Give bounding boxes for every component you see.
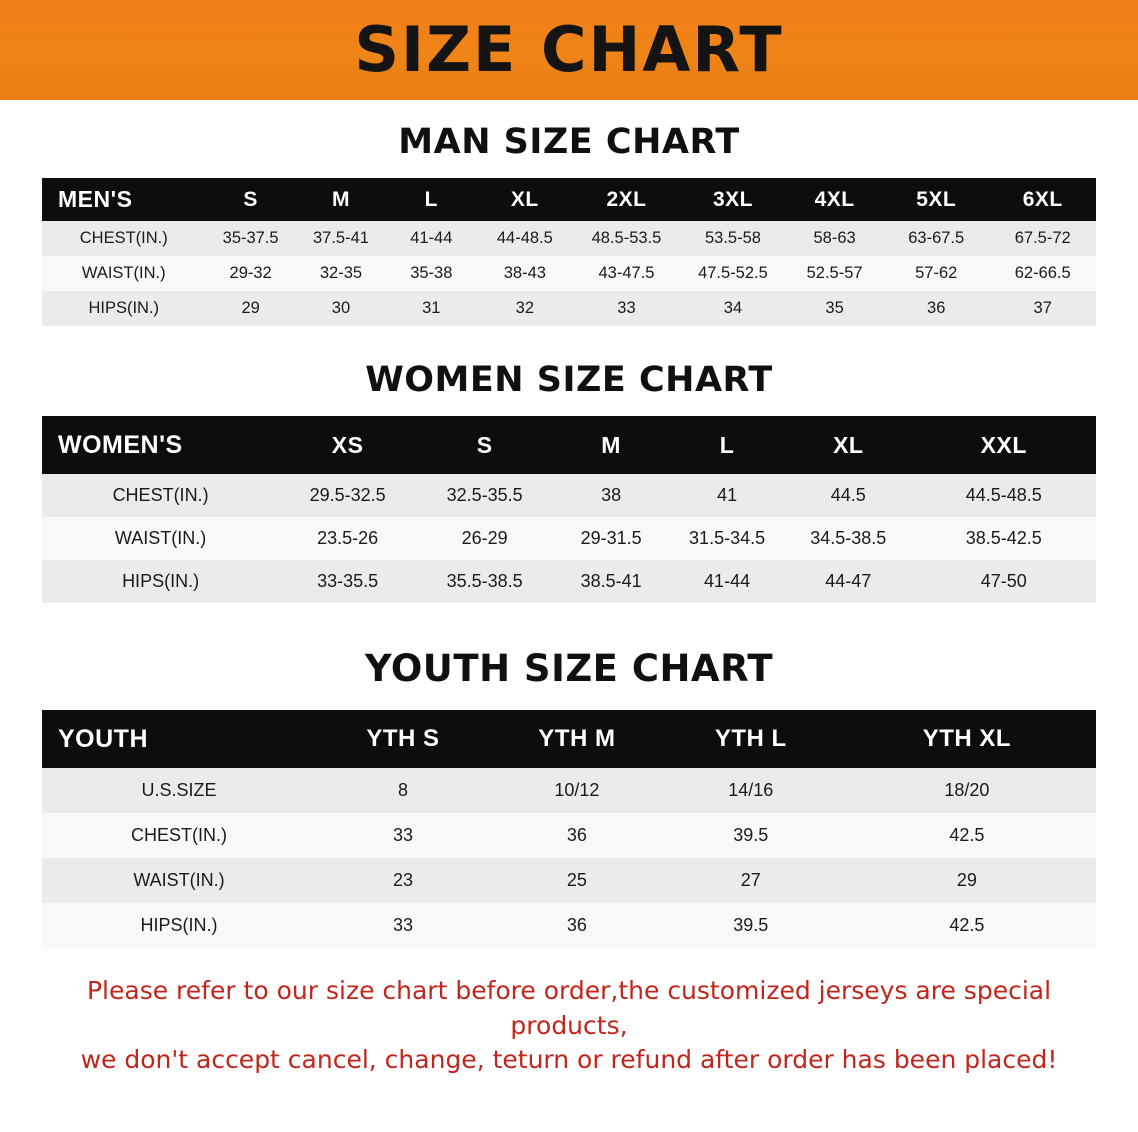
youth-header-label: YOUTH [58, 724, 148, 753]
man-size-table-wrapper [42, 178, 1096, 326]
women-header-size-m: M [601, 431, 621, 458]
youth-waist-l: 27 [740, 870, 761, 890]
man-waist-3xl: 47.5-52.5 [698, 264, 768, 282]
women-section-title: WOMEN SIZE CHART [365, 360, 773, 400]
man-waist-4xl: 52.5-57 [806, 264, 863, 282]
man-waist-l: 35-38 [410, 264, 453, 282]
youth-section-title: YOUTH SIZE CHART [364, 647, 774, 690]
table-row [42, 903, 1096, 948]
table-row [42, 256, 1096, 291]
man-row-label-hips: HIPS(IN.) [88, 299, 160, 317]
table-row [42, 560, 1096, 603]
women-header-size-xl: XL [833, 431, 864, 458]
disclaimer-line-1: Please refer to our size chart before order,the customized jerseys are special products, [86, 976, 1052, 1040]
youth-hips-l: 39.5 [733, 915, 769, 935]
women-chest-xl: 44.5 [830, 485, 866, 505]
table-row [42, 813, 1096, 858]
women-row-label-hips: HIPS(IN.) [122, 571, 200, 591]
women-header-size-l: L [719, 431, 735, 458]
women-chest-xxl: 44.5-48.5 [965, 485, 1042, 505]
man-header-size-4xl: 4XL [814, 187, 855, 211]
youth-chest-s: 33 [392, 825, 413, 845]
man-chest-xl: 44-48.5 [496, 229, 553, 247]
man-hips-m: 30 [331, 299, 351, 317]
man-header-size-l: L [424, 187, 438, 211]
youth-chest-m: 36 [566, 825, 587, 845]
women-chest-l: 41 [717, 485, 738, 505]
women-chest-s: 32.5-35.5 [446, 485, 523, 505]
youth-us-size-m: 10/12 [554, 780, 600, 800]
man-hips-xl: 32 [515, 299, 535, 317]
man-chest-3xl: 53.5-58 [704, 229, 761, 247]
women-waist-xl: 34.5-38.5 [810, 528, 887, 548]
youth-header-size-l: YTH L [714, 725, 787, 752]
women-row-label-waist: WAIST(IN.) [114, 528, 207, 548]
man-hips-s: 29 [241, 299, 260, 317]
table-row [42, 474, 1096, 517]
women-header-label: WOMEN'S [58, 430, 183, 459]
women-waist-xs: 23.5-26 [317, 528, 379, 548]
youth-row-label-waist: WAIST(IN.) [133, 870, 225, 890]
man-section-title: MAN SIZE CHART [398, 122, 740, 162]
man-hips-2xl: 33 [617, 299, 636, 317]
page-title: SIZE CHART [354, 13, 784, 86]
women-waist-s: 26-29 [461, 528, 508, 548]
table-row [42, 291, 1096, 326]
women-waist-l: 31.5-34.5 [689, 528, 766, 548]
man-hips-4xl: 35 [825, 299, 844, 317]
disclaimer-line-2: we don't accept cancel, change, teturn or refund after order has been placed! [80, 1045, 1058, 1074]
man-waist-xl: 38-43 [503, 264, 546, 282]
youth-row-label-chest: CHEST(IN.) [131, 825, 228, 845]
man-header-size-m: M [331, 187, 350, 211]
man-chest-s: 35-37.5 [222, 229, 279, 247]
man-waist-5xl: 57-62 [915, 264, 958, 282]
women-hips-l: 41-44 [704, 571, 751, 591]
man-row-label-waist: WAIST(IN.) [81, 264, 166, 282]
page-banner [0, 0, 1138, 100]
women-header-size-xs: XS [331, 431, 364, 458]
women-header-size-xxl: XXL [980, 431, 1027, 458]
women-hips-xs: 33-35.5 [317, 571, 379, 591]
youth-waist-m: 25 [566, 870, 587, 890]
women-waist-xxl: 38.5-42.5 [965, 528, 1042, 548]
youth-chest-l: 39.5 [733, 825, 769, 845]
man-header-label: MEN'S [58, 186, 133, 212]
man-waist-6xl: 62-66.5 [1014, 264, 1071, 282]
man-waist-2xl: 43-47.5 [598, 264, 655, 282]
man-waist-s: 29-32 [229, 264, 272, 282]
women-hips-xl: 44-47 [825, 571, 872, 591]
man-hips-l: 31 [422, 299, 441, 317]
man-header-size-6xl: 6XL [1022, 187, 1063, 211]
youth-size-table [42, 710, 1096, 948]
youth-header-size-s: YTH S [366, 725, 440, 752]
man-chest-4xl: 58-63 [813, 229, 856, 247]
women-table-header-row [42, 416, 1096, 474]
man-chest-5xl: 63-67.5 [908, 229, 965, 247]
man-chest-l: 41-44 [410, 229, 453, 247]
youth-us-size-xl: 18/20 [944, 780, 990, 800]
youth-hips-m: 36 [566, 915, 587, 935]
man-chest-2xl: 48.5-53.5 [591, 229, 662, 247]
youth-size-table-wrapper [42, 710, 1096, 948]
man-header-size-s: S [243, 187, 258, 211]
table-row [42, 221, 1096, 256]
youth-hips-xl: 42.5 [949, 915, 985, 935]
youth-us-size-s: 8 [397, 780, 408, 800]
man-header-size-xl: XL [510, 187, 539, 211]
youth-row-label-us-size: U.S.SIZE [141, 780, 217, 800]
women-chest-m: 38 [601, 485, 622, 505]
disclaimer-note [36, 974, 1102, 1078]
man-waist-m: 32-35 [319, 264, 363, 282]
youth-hips-s: 33 [392, 915, 413, 935]
table-row [42, 517, 1096, 560]
man-row-label-chest: CHEST(IN.) [79, 229, 168, 247]
youth-chest-xl: 42.5 [949, 825, 985, 845]
man-table-header-row [42, 178, 1096, 221]
man-header-size-5xl: 5XL [916, 187, 957, 211]
man-header-size-3xl: 3XL [712, 187, 753, 211]
youth-waist-s: 23 [392, 870, 413, 890]
women-size-table [42, 416, 1096, 603]
man-header-size-2xl: 2XL [606, 187, 647, 211]
women-hips-s: 35.5-38.5 [446, 571, 523, 591]
youth-table-header-row [42, 710, 1096, 768]
table-row [42, 768, 1096, 813]
women-hips-m: 38.5-41 [580, 571, 642, 591]
women-header-size-s: S [476, 431, 493, 458]
man-hips-3xl: 34 [723, 299, 743, 317]
man-chest-6xl: 67.5-72 [1014, 229, 1071, 247]
man-hips-5xl: 36 [927, 299, 946, 317]
youth-header-size-m: YTH M [538, 725, 616, 752]
youth-row-label-hips: HIPS(IN.) [140, 915, 218, 935]
women-chest-xs: 29.5-32.5 [309, 485, 386, 505]
women-row-label-chest: CHEST(IN.) [112, 485, 209, 505]
man-size-table [42, 178, 1096, 326]
women-waist-m: 29-31.5 [580, 528, 642, 548]
man-hips-6xl: 37 [1033, 299, 1052, 317]
women-size-table-wrapper [42, 416, 1096, 603]
youth-us-size-l: 14/16 [728, 780, 774, 800]
women-hips-xxl: 47-50 [980, 571, 1027, 591]
table-row [42, 858, 1096, 903]
man-chest-m: 37.5-41 [312, 229, 369, 247]
youth-header-size-xl: YTH XL [922, 725, 1012, 752]
youth-waist-xl: 29 [956, 870, 977, 890]
